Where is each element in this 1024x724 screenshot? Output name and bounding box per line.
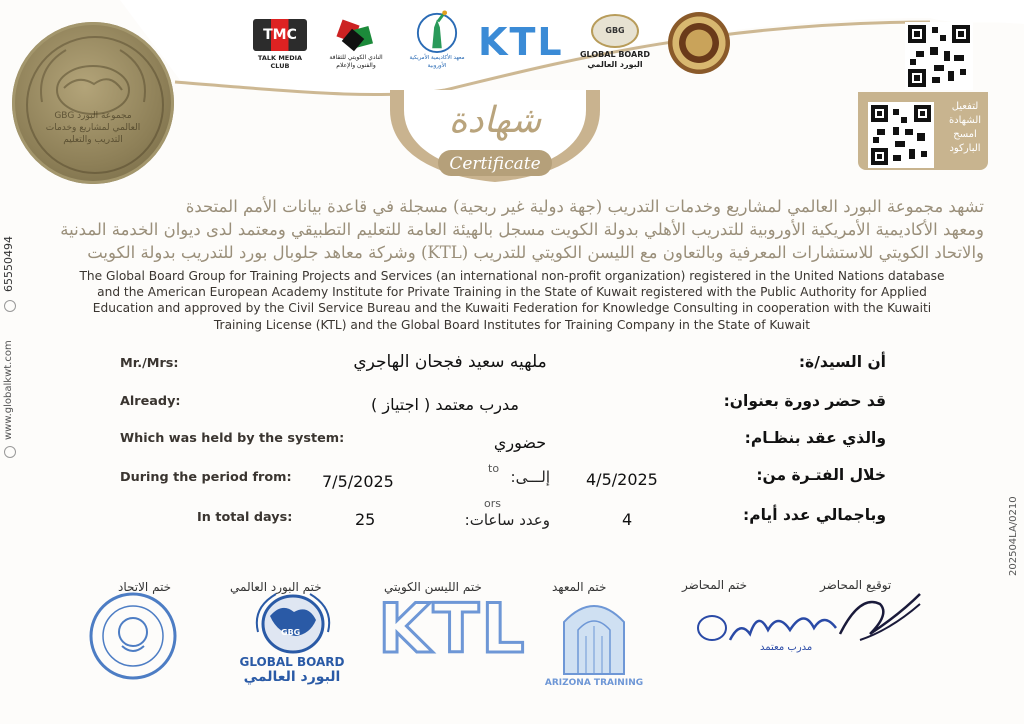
web-icon	[4, 446, 16, 458]
ktl-stamp: KTL	[378, 590, 527, 669]
global-board-stamp-badge: GBG	[281, 628, 301, 637]
period-to-value: 7/5/2025	[322, 472, 394, 491]
arabic-paragraph-line-1: تشهد مجموعة البورد العالمي لمشاريع وخدمات التدريب (جهة دولية غير ربحية) مسجلة في قاعدة بيانات الأمم المتحدة	[185, 197, 984, 216]
side-website: www.globalkwt.com	[3, 340, 14, 440]
period-label-ar: خلال الفتـرة من:	[756, 466, 886, 484]
global-board-badge: GBG	[591, 14, 639, 48]
totals-label-ar: وباجمالي عدد أيام:	[743, 506, 886, 524]
period-to-en: to	[488, 462, 500, 475]
qr-code-top[interactable]	[905, 22, 973, 90]
ktl-stamp-caption: ختم الليسن الكويتي	[384, 580, 482, 594]
ktl-logo	[478, 22, 564, 62]
trainer-stamp-caption: ختم المحاضر	[682, 578, 747, 592]
period-to-ar: إلـــى:	[510, 468, 550, 486]
american-academy-text: معهد الأكاديمية الأمريكية الأوروبية	[409, 55, 465, 69]
arabic-paragraph-line-2: ومعهد الأكاديمية الأمريكية الأوروبية للتدريب الأهلي بدولة الكويت مسجل بالهيئة العامة للتعليم التطبيقي ومعتمد لدى ديوان الخدمة المدنية	[60, 220, 984, 239]
hours-label-ar: وعدد ساعات:	[464, 511, 550, 529]
whatsapp-icon	[4, 300, 16, 312]
title-english: Certificate	[449, 154, 541, 174]
qr-code-activation[interactable]	[868, 102, 934, 168]
side-serial: 202504LA/0210	[1008, 496, 1019, 576]
institute-stamp	[542, 596, 646, 680]
institute-stamp-caption: ختم المعهد	[552, 580, 607, 594]
english-paragraph-line-4: Training License (KTL) and the Global Board Institutes for Training Company in the State of Kuwait	[213, 317, 811, 332]
english-paragraph-line-3: Education and approved by the Civil Service Bureau and the Kuwaiti Federation for Knowledge Consulting in cooperation with the Kuwaiti	[92, 301, 932, 316]
english-paragraph	[40, 268, 984, 333]
institute-stamp-text: ARIZONA TRAINING	[544, 678, 644, 688]
tmc-logo	[250, 10, 310, 70]
system-value: حضوري	[493, 433, 547, 452]
qr-caption: لتفعيل الشهادة امسح الباركود	[948, 101, 982, 154]
emblem-logo	[668, 12, 730, 74]
total-days-value: 4	[622, 510, 633, 529]
kuwaiti-club-logo	[322, 10, 390, 70]
trainer-signature-stamp	[690, 590, 940, 660]
course-label-en: Already:	[120, 394, 181, 409]
system-label-en: Which was held by the system:	[120, 431, 345, 446]
title-arabic: شهادة	[448, 100, 542, 141]
global-board-stamp-text-ar: البورد العالمي	[243, 669, 341, 685]
side-phone: 65550494	[2, 236, 15, 292]
global-board-logo	[570, 10, 660, 70]
trainer-stamp-text: مدرب معتمد	[760, 642, 813, 653]
course-label-ar: قد حضر دورة بعنوان:	[723, 392, 886, 410]
period-label-en: During the period from:	[120, 470, 292, 485]
name-label-ar: أن السيد/ة:	[798, 353, 886, 371]
kuwaiti-club-text: النادي الكويتي للثقافة والفنون والإعلام	[329, 54, 383, 69]
global-board-stamp-globe	[252, 592, 334, 656]
ktl-logo-text: KTL	[478, 20, 564, 64]
hours-label-en: ors	[484, 497, 501, 510]
global-board-text: GLOBAL BOARD البورد العالمي	[579, 50, 651, 69]
period-from-value: 4/5/2025	[586, 470, 658, 489]
seal-text: GBG مجموعة البورد العالمي لمشاريع وخدمات التدريب والتعليم	[45, 111, 141, 145]
global-board-stamp-caption: ختم البورد العالمي	[230, 580, 322, 594]
american-academy-logo	[402, 10, 472, 70]
name-value: ملهيه سعيد فجحان الهاجري	[353, 352, 547, 372]
name-label-en: Mr./Mrs:	[120, 356, 179, 371]
kuwaiti-club-icon	[333, 18, 379, 54]
system-label-ar: والذي عقد بنظـام:	[744, 429, 886, 447]
english-paragraph-line-2: and the American European Academy Institute for Private Training in the State of Kuwait registered with the Public Authority for Applied	[97, 285, 927, 300]
total-hours-value: 25	[355, 510, 376, 529]
federation-stamp-caption: ختم الاتحاد	[118, 580, 172, 594]
tmc-mark: TMC	[253, 19, 307, 51]
totals-label-en: In total days:	[197, 510, 293, 525]
global-board-stamp-text-en: GLOBAL BOARD	[239, 655, 345, 669]
federation-stamp	[80, 590, 186, 682]
liberty-statue-icon	[412, 10, 462, 54]
arabic-paragraph-line-3: والاتحاد الكويتي للاستشارات المعرفية وبالتعاون مع الليسن الكويتي للتدريب (KTL) وشركة معاهد جلوبال بورد للتدريب بدولة الكويت	[87, 243, 984, 262]
english-paragraph-line-1: The Global Board Group for Training Projects and Services (an international non-profit organization) registered in the United Nations database	[79, 269, 945, 283]
tmc-text: TALK MEDIA CLUB	[257, 54, 303, 70]
course-value: مدرب معتمد ( اجتياز )	[371, 395, 519, 414]
trainer-signature-caption: توقيع المحاضر	[820, 578, 892, 592]
gbg-seal	[12, 22, 174, 184]
